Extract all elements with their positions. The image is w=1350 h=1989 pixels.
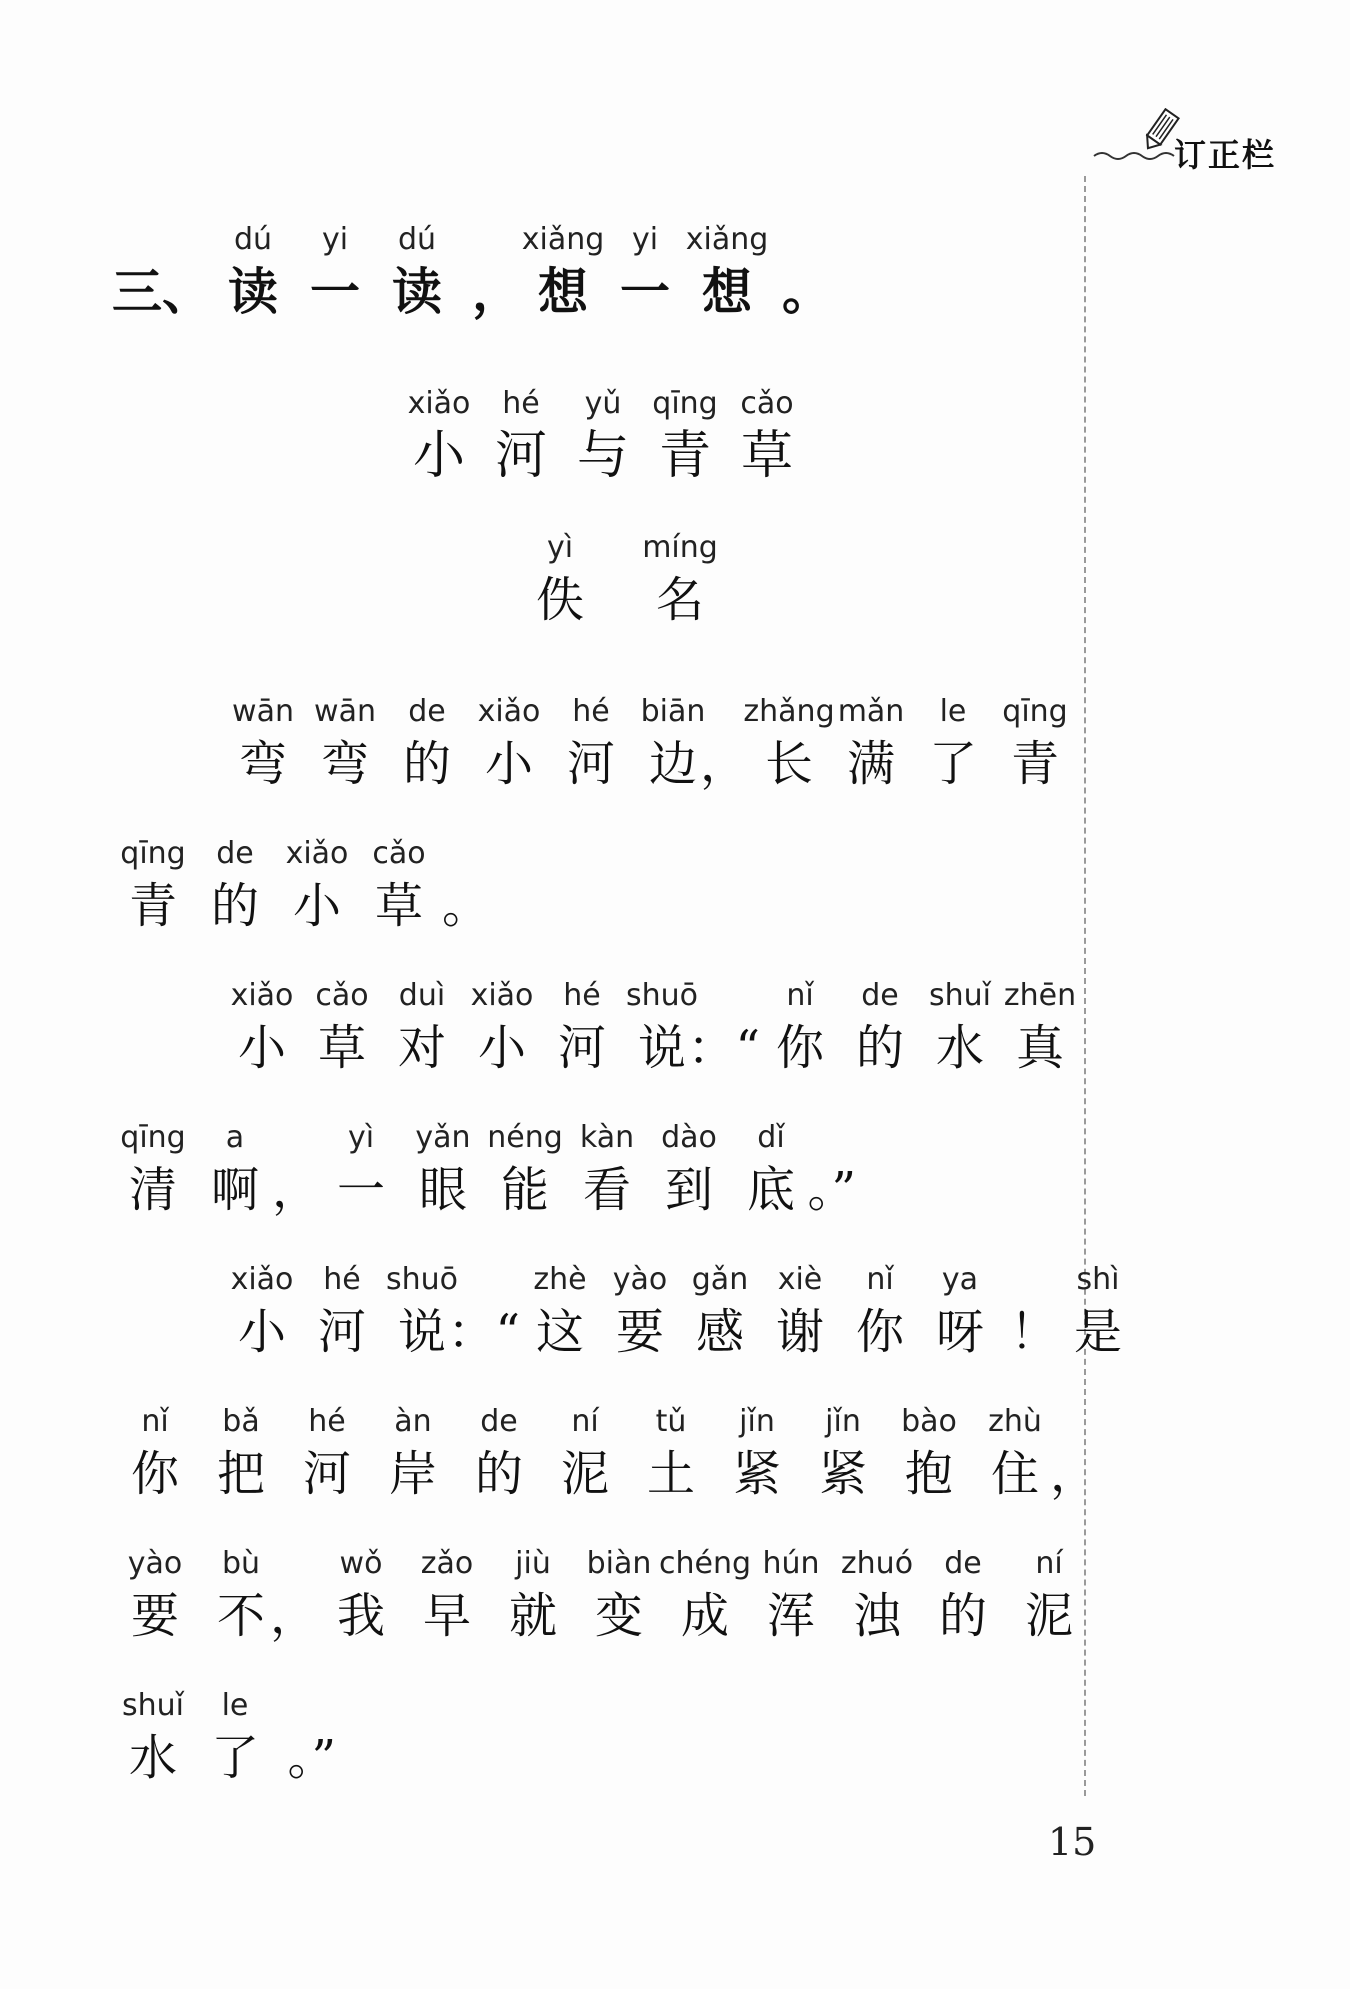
pinyin: míng	[642, 530, 718, 565]
pinyin: zhuó	[840, 1546, 914, 1581]
character-cell	[620, 526, 740, 630]
character-cell	[376, 218, 458, 322]
pinyin: dào	[661, 1120, 717, 1155]
text-line	[112, 1400, 1098, 1504]
pinyin: yào	[127, 1546, 183, 1581]
pinyin: néng	[487, 1120, 563, 1155]
hanzi: 住	[990, 1446, 1039, 1502]
pinyin: de	[861, 978, 899, 1013]
character-cell	[398, 382, 480, 486]
character-cell	[714, 1400, 800, 1504]
pinyin: dǐ	[757, 1120, 785, 1155]
character-cell	[830, 690, 912, 794]
hanzi: 说	[397, 1304, 446, 1360]
hanzi: 弯	[238, 736, 287, 792]
character-cell	[370, 1400, 456, 1504]
hanzi: 到	[664, 1162, 713, 1218]
hanzi: 的	[855, 1020, 904, 1076]
pinyin: ní	[1035, 1546, 1063, 1581]
punctuation-cell	[440, 876, 490, 936]
punctuation-cell	[699, 734, 748, 794]
punctuation-cell	[687, 1018, 760, 1078]
punctuation-cell	[271, 1160, 320, 1220]
punctuation: ，	[269, 1588, 318, 1644]
character-cell	[276, 832, 358, 936]
character-cell	[194, 832, 276, 936]
text-line	[112, 1684, 336, 1788]
hanzi: 边	[648, 736, 697, 792]
pinyin: shuō	[385, 1262, 458, 1297]
hanzi: 成	[680, 1588, 729, 1644]
hanzi: 要	[615, 1304, 664, 1360]
pinyin: wān	[314, 694, 376, 729]
pinyin: le	[221, 1688, 249, 1723]
character-cell	[194, 1684, 276, 1788]
pinyin: biān	[640, 694, 706, 729]
hanzi: 泥	[1024, 1588, 1073, 1644]
pinyin: jiù	[515, 1546, 551, 1581]
hanzi: 读	[392, 263, 442, 321]
character-cell	[760, 1258, 840, 1362]
character-cell	[198, 1400, 284, 1504]
hanzi: 你	[775, 1020, 824, 1076]
character-cell	[284, 1400, 370, 1504]
hanzi: 的	[474, 1446, 523, 1502]
pinyin: dú	[233, 222, 273, 257]
text-line	[222, 974, 1080, 1078]
pinyin: shuō	[625, 978, 698, 1013]
hanzi: 看	[582, 1162, 631, 1218]
text-line	[222, 690, 1076, 794]
hanzi: 想	[538, 263, 588, 321]
hanzi: 呀	[935, 1304, 984, 1360]
pinyin: gǎn	[691, 1262, 749, 1297]
pinyin: shuǐ	[122, 1688, 184, 1723]
character-cell	[1058, 1258, 1138, 1362]
hanzi: 长	[764, 736, 813, 792]
character-cell	[542, 1400, 628, 1504]
hanzi: 紧	[732, 1446, 781, 1502]
hanzi: 能	[500, 1162, 549, 1218]
text-line	[112, 1116, 856, 1220]
punctuation: ，	[472, 263, 522, 321]
character-cell	[112, 832, 194, 936]
character-cell	[628, 1400, 714, 1504]
character-cell	[760, 974, 840, 1078]
pinyin: xiǎo	[477, 694, 541, 729]
character-cell	[302, 1258, 382, 1362]
pinyin: xiè	[777, 1262, 823, 1297]
character-cell	[1006, 1542, 1092, 1646]
pinyin: duì	[398, 978, 446, 1013]
pinyin: dú	[397, 222, 437, 257]
character-cell	[112, 1684, 194, 1788]
character-cell	[294, 218, 376, 322]
pinyin: de	[944, 1546, 982, 1581]
hanzi: 泥	[560, 1446, 609, 1502]
hanzi: 把	[216, 1446, 265, 1502]
pinyin: de	[408, 694, 446, 729]
character-cell	[920, 974, 1000, 1078]
pinyin: biàn	[586, 1546, 652, 1581]
hanzi: 一	[310, 263, 360, 321]
hanzi: 就	[508, 1588, 557, 1644]
pinyin: cǎo	[740, 386, 794, 421]
correction-column-header	[1092, 108, 1332, 178]
hanzi: 抱	[904, 1446, 953, 1502]
character-cell	[686, 218, 768, 322]
character-cell	[840, 1258, 920, 1362]
hanzi: 河	[566, 736, 615, 792]
character-cell	[382, 974, 462, 1078]
pinyin: le	[939, 694, 967, 729]
punctuation-cell	[1049, 1444, 1098, 1504]
hanzi: 小	[484, 736, 533, 792]
hanzi: 想	[702, 263, 752, 321]
pinyin: jǐn	[739, 1404, 775, 1439]
pinyin: qīng	[120, 1120, 186, 1155]
hanzi: 浊	[852, 1588, 901, 1644]
hanzi: 青	[128, 878, 177, 934]
character-cell	[318, 1542, 404, 1646]
pinyin: yi	[631, 222, 659, 257]
pinyin: nǐ	[866, 1262, 894, 1297]
character-cell	[600, 1258, 680, 1362]
pinyin: jǐn	[825, 1404, 861, 1439]
pinyin: cǎo	[372, 836, 426, 871]
pinyin: yǎn	[415, 1120, 471, 1155]
punctuation-cell	[276, 1728, 336, 1788]
pinyin: hé	[572, 694, 610, 729]
character-cell	[920, 1542, 1006, 1646]
punctuation: ，	[699, 736, 748, 792]
punctuation: ：“	[687, 1020, 760, 1076]
hanzi: 小	[237, 1304, 286, 1360]
character-cell	[358, 832, 440, 936]
hanzi: 我	[336, 1588, 385, 1644]
punctuation: ：“	[447, 1304, 520, 1360]
character-cell	[644, 382, 726, 486]
punctuation: 。	[441, 878, 490, 934]
hanzi: 水	[935, 1020, 984, 1076]
hanzi: 你	[130, 1446, 179, 1502]
pinyin: qīng	[652, 386, 718, 421]
pinyin: shuǐ	[929, 978, 991, 1013]
section-heading	[112, 218, 832, 322]
punctuation: ！	[1009, 1304, 1058, 1360]
hanzi: 河	[494, 426, 547, 486]
character-cell	[730, 1116, 812, 1220]
character-cell	[490, 1542, 576, 1646]
character-cell	[726, 382, 808, 486]
punctuation-cell	[807, 1160, 856, 1220]
character-cell	[748, 1542, 834, 1646]
pinyin: yì	[546, 530, 574, 565]
punctuation-cell	[1000, 1302, 1058, 1362]
character-cell	[386, 690, 468, 794]
hanzi: 小	[237, 1020, 286, 1076]
pinyin: hé	[308, 1404, 346, 1439]
punctuation-cell	[768, 262, 832, 322]
character-cell	[484, 1116, 566, 1220]
character-cell	[920, 1258, 1000, 1362]
hanzi: 名	[655, 572, 704, 628]
punctuation: 。”	[287, 1730, 336, 1786]
punctuation-cell	[458, 262, 522, 322]
pinyin: yǔ	[584, 386, 622, 421]
hanzi: 土	[646, 1446, 695, 1502]
punctuation: ，	[271, 1162, 320, 1218]
hanzi: 小	[412, 426, 465, 486]
pinyin: ya	[941, 1262, 979, 1297]
poem-author	[500, 526, 740, 630]
hanzi: 底	[746, 1162, 795, 1218]
pinyin: zǎo	[420, 1546, 474, 1581]
character-cell	[402, 1116, 484, 1220]
character-cell	[743, 690, 835, 794]
hanzi: 紧	[818, 1446, 867, 1502]
correction-column-label: 订正栏	[1174, 136, 1277, 174]
pinyin: xiǎng	[685, 222, 769, 257]
character-cell	[480, 382, 562, 486]
character-cell	[680, 1258, 760, 1362]
text-line	[112, 832, 490, 936]
hanzi: 是	[1073, 1304, 1122, 1360]
pinyin: zhù	[988, 1404, 1042, 1439]
pinyin: zhēn	[1003, 978, 1077, 1013]
character-cell	[800, 1400, 886, 1504]
character-cell	[550, 690, 632, 794]
pinyin: yào	[612, 1262, 668, 1297]
hanzi: 一	[620, 263, 670, 321]
section-number-cell	[112, 218, 212, 322]
pinyin: xiǎo	[230, 978, 294, 1013]
character-cell	[302, 974, 382, 1078]
character-cell	[994, 690, 1076, 794]
hanzi: 谢	[775, 1304, 824, 1360]
character-cell	[542, 974, 622, 1078]
character-cell	[658, 1542, 752, 1646]
pinyin: bù	[221, 1546, 261, 1581]
pinyin: nǐ	[786, 978, 814, 1013]
pinyin: hé	[563, 978, 601, 1013]
character-cell	[834, 1542, 920, 1646]
hanzi: 对	[397, 1020, 446, 1076]
pinyin: xiǎo	[230, 1262, 294, 1297]
pinyin: ní	[571, 1404, 599, 1439]
hanzi: 的	[938, 1588, 987, 1644]
hanzi: 草	[740, 426, 793, 486]
pinyin: zhè	[533, 1262, 587, 1297]
character-cell	[212, 218, 294, 322]
character-cell	[520, 1258, 600, 1362]
character-cell	[320, 1116, 402, 1220]
character-cell	[112, 1542, 198, 1646]
hanzi: 变	[594, 1588, 643, 1644]
hanzi: 岸	[388, 1446, 437, 1502]
character-cell	[404, 1542, 490, 1646]
pinyin: mǎn	[837, 694, 905, 729]
hanzi: 河	[557, 1020, 606, 1076]
hanzi: 青	[658, 426, 711, 486]
character-cell	[912, 690, 994, 794]
character-cell	[840, 974, 920, 1078]
hanzi: 草	[374, 878, 423, 934]
hanzi: 说	[637, 1020, 686, 1076]
character-cell	[112, 1400, 198, 1504]
pinyin: hé	[323, 1262, 361, 1297]
hanzi: 你	[855, 1304, 904, 1360]
character-cell	[522, 218, 604, 322]
pinyin: àn	[394, 1404, 432, 1439]
hanzi: 一	[336, 1162, 385, 1218]
text-line	[222, 1258, 1138, 1362]
hanzi: 感	[695, 1304, 744, 1360]
hanzi: 真	[1015, 1020, 1064, 1076]
punctuation-cell	[269, 1586, 318, 1646]
hanzi: 河	[317, 1304, 366, 1360]
character-cell	[566, 1116, 648, 1220]
hanzi: 青	[1010, 736, 1059, 792]
pinyin: qīng	[1002, 694, 1068, 729]
pinyin: tǔ	[655, 1404, 687, 1439]
pinyin: xiǎo	[407, 386, 471, 421]
pinyin: bǎ	[222, 1404, 260, 1439]
character-cell	[456, 1400, 542, 1504]
hanzi: 佚	[535, 572, 584, 628]
character-cell	[222, 974, 302, 1078]
pinyin: xiǎo	[470, 978, 534, 1013]
pinyin: de	[480, 1404, 518, 1439]
hanzi: 草	[317, 1020, 366, 1076]
pinyin: xiǎng	[521, 222, 605, 257]
pinyin: de	[216, 836, 254, 871]
hanzi: 这	[535, 1304, 584, 1360]
pinyin: cǎo	[315, 978, 369, 1013]
character-cell	[500, 526, 620, 630]
hanzi: 啊	[210, 1162, 259, 1218]
hanzi: 河	[302, 1446, 351, 1502]
hanzi: 浑	[766, 1588, 815, 1644]
pinyin: chéng	[658, 1546, 752, 1581]
character-cell	[604, 218, 686, 322]
pinyin: yi	[321, 222, 349, 257]
punctuation: ，	[1049, 1446, 1098, 1502]
pinyin: zhǎng	[743, 694, 835, 729]
hanzi: 清	[128, 1162, 177, 1218]
character-cell	[576, 1542, 662, 1646]
character-cell	[886, 1400, 972, 1504]
hanzi: 满	[846, 736, 895, 792]
punctuation: 。”	[807, 1162, 856, 1218]
pinyin: yì	[347, 1120, 375, 1155]
pinyin: kàn	[579, 1120, 635, 1155]
hanzi: 了	[210, 1730, 259, 1786]
hanzi: 的	[402, 736, 451, 792]
hanzi: 小	[292, 878, 341, 934]
text-line	[112, 1542, 1092, 1646]
hanzi: 要	[130, 1588, 179, 1644]
character-cell	[648, 1116, 730, 1220]
punctuation: 。	[782, 263, 832, 321]
hanzi: 弯	[320, 736, 369, 792]
pinyin: a	[225, 1120, 245, 1155]
hanzi: 眼	[418, 1162, 467, 1218]
section-number: 三、	[112, 263, 212, 321]
hanzi: 与	[576, 426, 629, 486]
pinyin: hún	[762, 1546, 820, 1581]
character-cell	[304, 690, 386, 794]
character-cell	[1000, 974, 1080, 1078]
character-cell	[972, 1400, 1058, 1504]
pinyin: wǒ	[339, 1546, 383, 1581]
hanzi: 早	[422, 1588, 471, 1644]
hanzi: 小	[477, 1020, 526, 1076]
hanzi: 的	[210, 878, 259, 934]
character-cell	[222, 690, 304, 794]
character-cell	[562, 382, 644, 486]
pinyin: nǐ	[141, 1404, 169, 1439]
pinyin: qīng	[120, 836, 186, 871]
character-cell	[112, 1116, 194, 1220]
character-cell	[462, 974, 542, 1078]
character-cell	[194, 1116, 276, 1220]
hanzi: 水	[128, 1730, 177, 1786]
poem-title	[398, 382, 808, 486]
hanzi: 了	[928, 736, 977, 792]
pinyin: shì	[1076, 1262, 1120, 1297]
pinyin: xiǎo	[285, 836, 349, 871]
pinyin: wān	[232, 694, 294, 729]
pinyin: bào	[901, 1404, 957, 1439]
character-cell	[222, 1258, 302, 1362]
character-cell	[468, 690, 550, 794]
hanzi: 不	[216, 1588, 265, 1644]
page-number: 15	[1048, 1820, 1097, 1864]
punctuation-cell	[447, 1302, 520, 1362]
pinyin: hé	[502, 386, 540, 421]
hanzi: 读	[228, 263, 278, 321]
